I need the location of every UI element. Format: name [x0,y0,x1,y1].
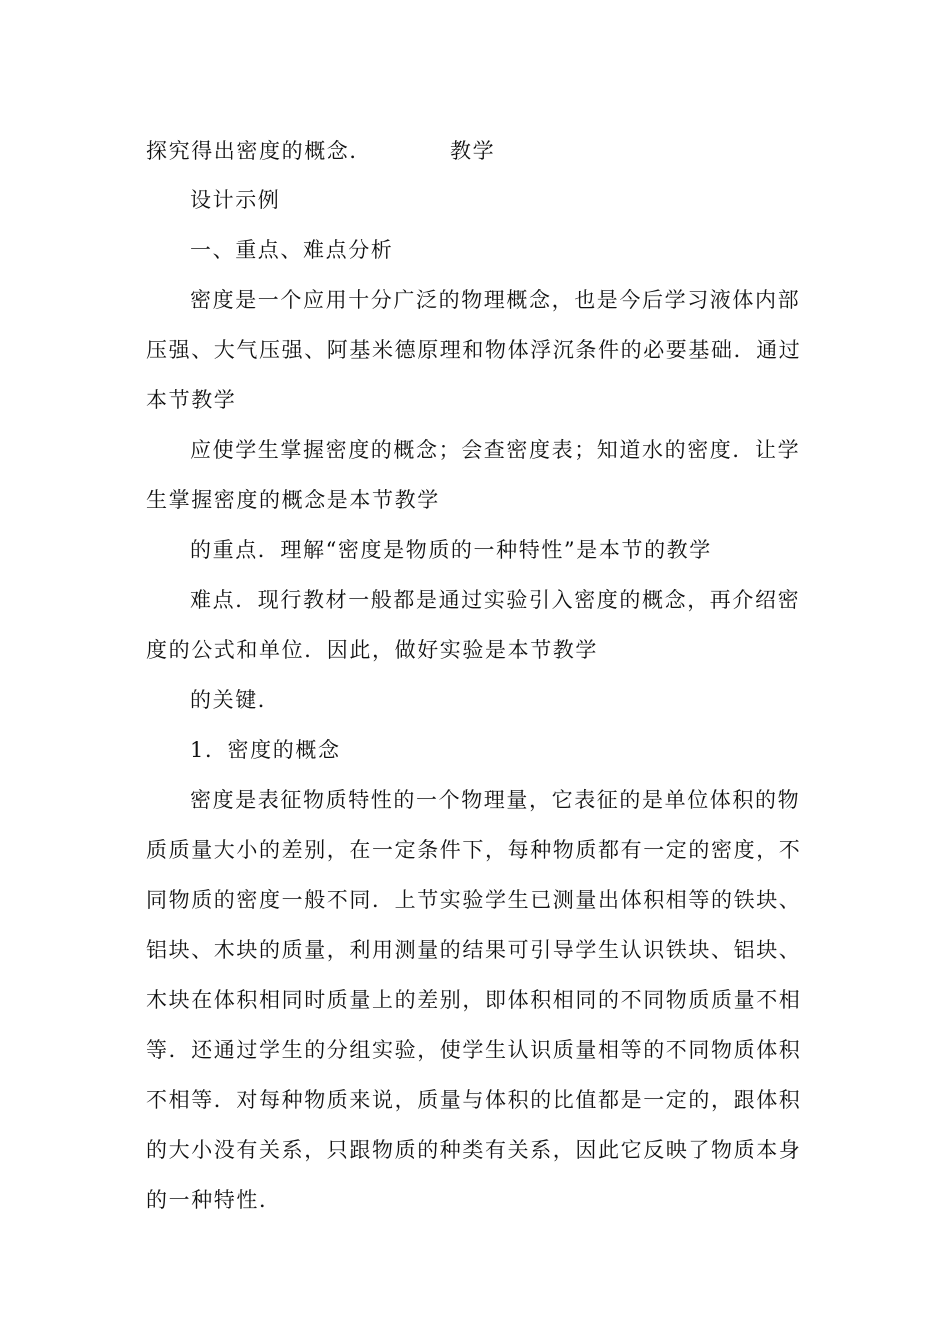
paragraph-line-2: 压强、大气压强、阿基米德原理和物体浮沉条件的必要基础．通过 [146,338,802,362]
body-line-5: 木块在体积相同时质量上的差别，即体积相同的不同物质质量不相 [146,988,802,1012]
body-line-9: 的一种特性． [146,1188,282,1212]
body-line-3: 同物质的密度一般不同．上节实验学生已测量出体积相等的铁块、 [146,888,802,912]
paragraph-line-6: 的重点．理解“密度是物质的一种特性”是本节的教学 [190,538,712,562]
paragraph-line-5: 生掌握密度的概念是本节教学 [146,488,440,512]
paragraph-line-9: 的关键． [190,688,281,712]
body-line-1: 密度是表征物质特性的一个物理量，它表征的是单位体积的物 [190,788,801,812]
paragraph-line-3: 本节教学 [146,388,237,412]
body-line-2: 质质量大小的差别，在一定条件下，每种物质都有一定的密度，不 [146,838,802,862]
text-segment-1b: 教学 [450,139,496,163]
section-heading-1: 一、重点、难点分析 [190,238,394,262]
paragraph-line-7: 难点．现行教材一般都是通过实验引入密度的概念，再介绍密 [190,588,801,612]
body-line-6: 等．还通过学生的分组实验，使学生认识质量相等的不同物质体积 [146,1038,802,1062]
paragraph-line-1: 密度是一个应用十分广泛的物理概念，也是今后学习液体内部 [190,288,801,312]
paragraph-line-4: 应使学生掌握密度的概念；会查密度表；知道水的密度．让学 [190,438,801,462]
section-title-design-example: 设计示例 [190,188,281,212]
text-line-1 [146,141,495,162]
text-segment-1a: 探究得出密度的概念． [146,139,372,163]
body-line-4: 铝块、木块的质量，利用测量的结果可引导学生认识铁块、铝块、 [146,938,802,962]
body-line-8: 的大小没有关系，只跟物质的种类有关系，因此它反映了物质本身 [146,1138,802,1162]
paragraph-line-8: 度的公式和单位．因此，做好实验是本节教学 [146,638,598,662]
body-line-7: 不相等．对每种物质来说，质量与体积的比值都是一定的，跟体积 [146,1088,802,1112]
subsection-heading-1: 1．密度的概念 [190,738,341,762]
